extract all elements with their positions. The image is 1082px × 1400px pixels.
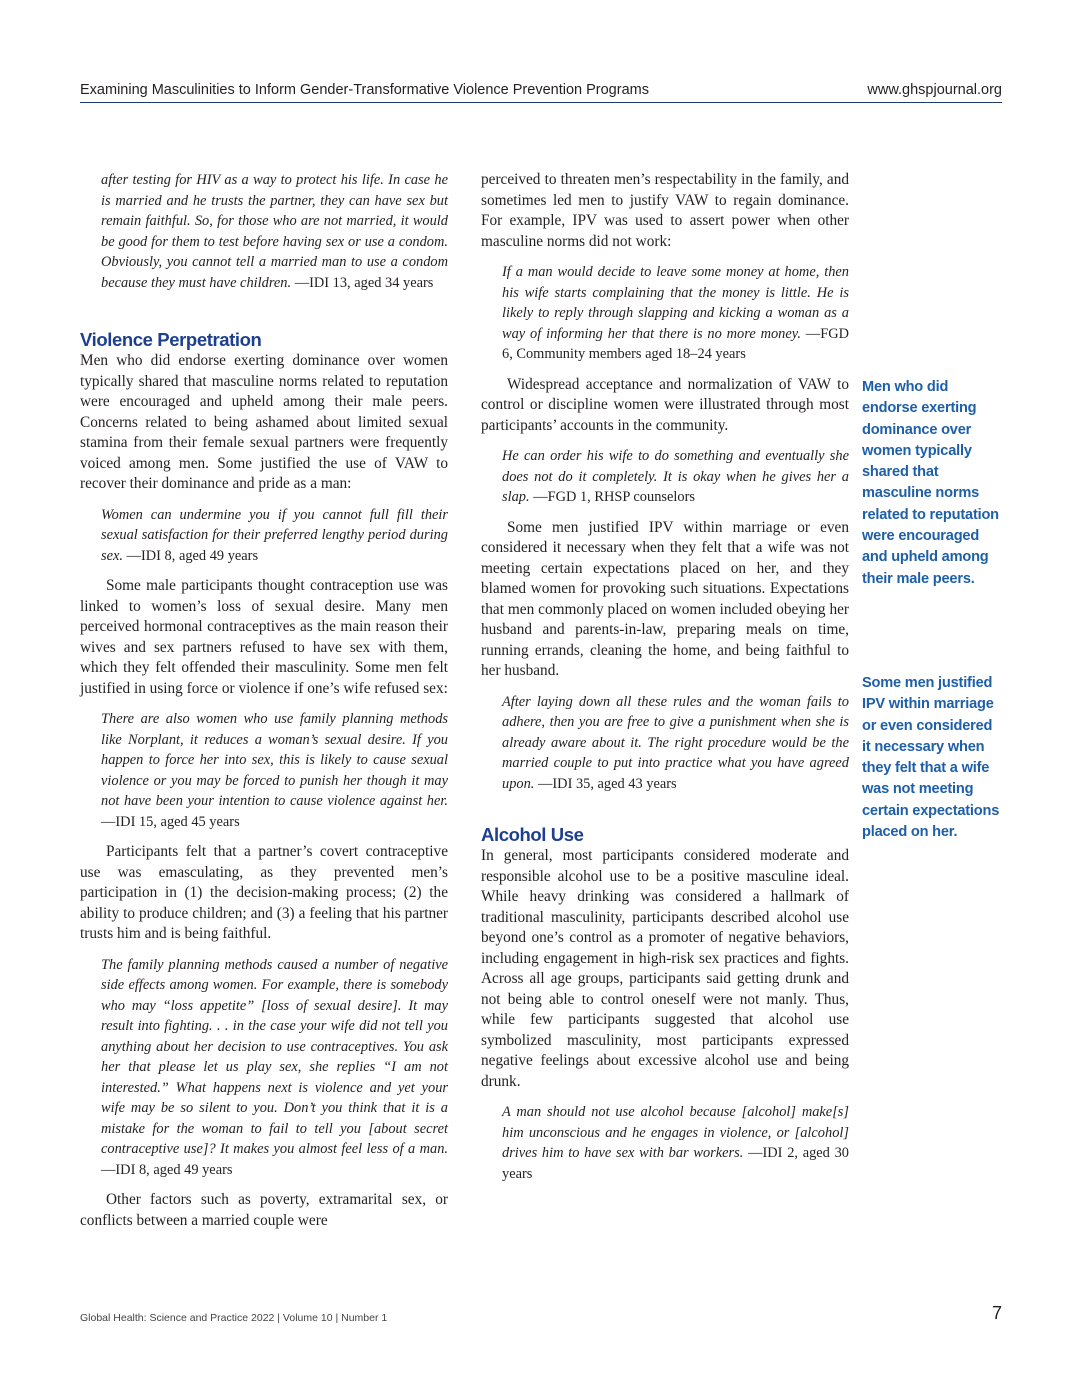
quote-source: —IDI 2, aged 30 years <box>502 1145 850 1182</box>
quote-source: —IDI 15, aged 45 years <box>101 813 240 830</box>
pull-quote-2: Some men justified IPV within marriage or even considered it necessary when they felt that a wife was not meeting certain expectations placed on her. <box>862 675 1000 841</box>
quote-text: Women can undermine you if you cannot full fill their sexual satisfaction for their preferred lengthy period during sex. <box>101 506 448 564</box>
quote-block <box>502 1102 849 1184</box>
paragraph: Participants felt that a partner’s covert contraceptive use was emasculating, as they prevented men’s participation in (1) the decision-making process; (2) the ability to produce children; and (3) a feeling that his partner trusts him and is being faithful. <box>80 843 448 942</box>
page-number: 7 <box>991 1303 1002 1323</box>
quote-top-source: —IDI 13, aged 34 years <box>291 274 434 291</box>
section-heading-alcohol-use: Alcohol Use <box>481 824 584 845</box>
quote-top <box>101 170 448 293</box>
quote-block <box>502 446 849 508</box>
journal-website: www.ghspjournal.org <box>867 82 1002 98</box>
paragraph: Some male participants thought contraception use was linked to women’s loss of sexual desire. Many men perceived hormonal contraceptives as the main reason their wives and sex partners refused to have sex with them, which they felt offended their masculinity. Some men felt justified in using force or violence if one’s wife refused sex: <box>80 577 448 697</box>
quote-source: —FGD 6, Community members aged 18–24 years <box>502 325 849 362</box>
running-title: Examining Masculinities to Inform Gender-Transformative Violence Prevention Programs <box>80 82 649 98</box>
quote-source: —FGD 1, RHSP counselors <box>529 489 695 505</box>
section-heading-violence-perpetration: Violence Perpetration <box>80 329 262 350</box>
quote-block <box>101 505 448 567</box>
quote-source: —IDI 8, aged 49 years <box>122 547 259 564</box>
middle-column <box>481 170 849 1184</box>
quote-text: If a man would decide to leave some money at home, then his wife starts complaining that the money is little. He is likely to reply through slapping and kicking a woman as a way of informing her that there is no more money. <box>502 264 849 342</box>
quote-text: The family planning methods caused a number of negative side effects among women. For example, there is somebody who may “loss appetite” [loss of sexual desire]. It may result into fighting. . . in the case your wife did not tell you anything about her decision to use contraceptives. You ask her that please let us play sex, she replies “I am not interested.” What happens next is violence and yet your wife may be so silent to you. Don’t you think that it is a mistake for the woman to fail to tell you [about secret contraceptive use]? It makes you almost feel less of a man. <box>101 956 448 1157</box>
pull-quote-1: Men who did endorse exerting dominance over women typically shared that masculine norms related to reputation were encouraged and upheld among their male peers. <box>862 379 999 587</box>
footer-citation: Global Health: Science and Practice 2022 | Volume 10 | Number 1 <box>80 1312 388 1324</box>
quote-text: There are also women who use family planning methods like Norplant, it reduces a woman’s sexual desire. If you happen to force her into sex, this is likely to cause sexual violence or you may be forced to punish her though it may not have been your intention to cause violence against her. <box>101 711 448 809</box>
paragraph: Other factors such as poverty, extramarital sex, or conflicts between a married couple were <box>80 1191 448 1229</box>
quote-text: He can order his wife to do something and eventually she does not do it completely. It is okay when he gives her a slap. <box>502 448 849 505</box>
quote-block <box>101 955 448 1181</box>
quote-block <box>502 692 849 795</box>
quote-source: —IDI 8, aged 49 years <box>101 1161 233 1178</box>
paragraph: Some men justified IPV within marriage or even considered it necessary when they felt that a wife was not meeting certain expectations placed on her, and they blamed women for provoking such situations. Expectations that men commonly placed on women included obeying her husband and parents-in-law, preparing meals on time, running errands, cleaning the home, and being faithful to her husband. <box>481 518 849 679</box>
quote-text: A man should not use alcohol because [alcohol] make[s] him unconscious and he engages in violence, or [alcohol] drives him to have sex with bar workers. <box>502 1104 849 1161</box>
quote-block <box>502 262 849 365</box>
quote-block <box>101 709 448 832</box>
quote-top-text: after testing for HIV as a way to protect his life. In case he is married and he trusts the partner, they can have sex but remain faithful. So, for those who are not married, it would be good for them to test before having sex or use a condom. Obviously, you cannot tell a married man to use a condom because they must have children. <box>101 172 448 291</box>
left-column <box>80 170 448 1231</box>
paragraph: Widespread acceptance and normalization of VAW to control or discipline women were illustrated through most participants’ accounts in the community. <box>481 375 849 434</box>
quote-text: After laying down all these rules and the woman fails to adhere, then you are free to give a punishment when she is already aware about it. The right procedure would be the married couple to put into practice what you have agreed upon. <box>502 693 849 792</box>
paragraph: Men who did endorse exerting dominance over women typically shared that masculine norms related to reputation were encouraged and upheld among their male peers. Concerns related to being ashamed about limited sexual stamina from their female sexual partners were frequently voiced among men. Some justified the use of VAW to recover their dominance and pride as a man: <box>80 352 448 492</box>
paragraph: In general, most participants considered moderate and responsible alcohol use to be a positive masculine ideal. While heavy drinking was considered a hallmark of traditional masculinity, participants described alcohol use beyond one’s control as a promoter of negative behaviors, including engagement in high-risk sex practices and fights. Across all age groups, participants said getting drunk and not being able to control oneself were not manly. Thus, while few participants suggested that alcohol use symbolized masculinity, most participants expressed negative feelings about excessive alcohol use and being drunk. <box>481 847 849 1090</box>
paragraph: perceived to threaten men’s respectability in the family, and sometimes led men to justify VAW to regain dominance. For example, IPV was used to assert power when other masculine norms did not work: <box>481 171 849 250</box>
running-header <box>80 82 1002 103</box>
quote-source: —IDI 35, aged 43 years <box>534 775 677 792</box>
